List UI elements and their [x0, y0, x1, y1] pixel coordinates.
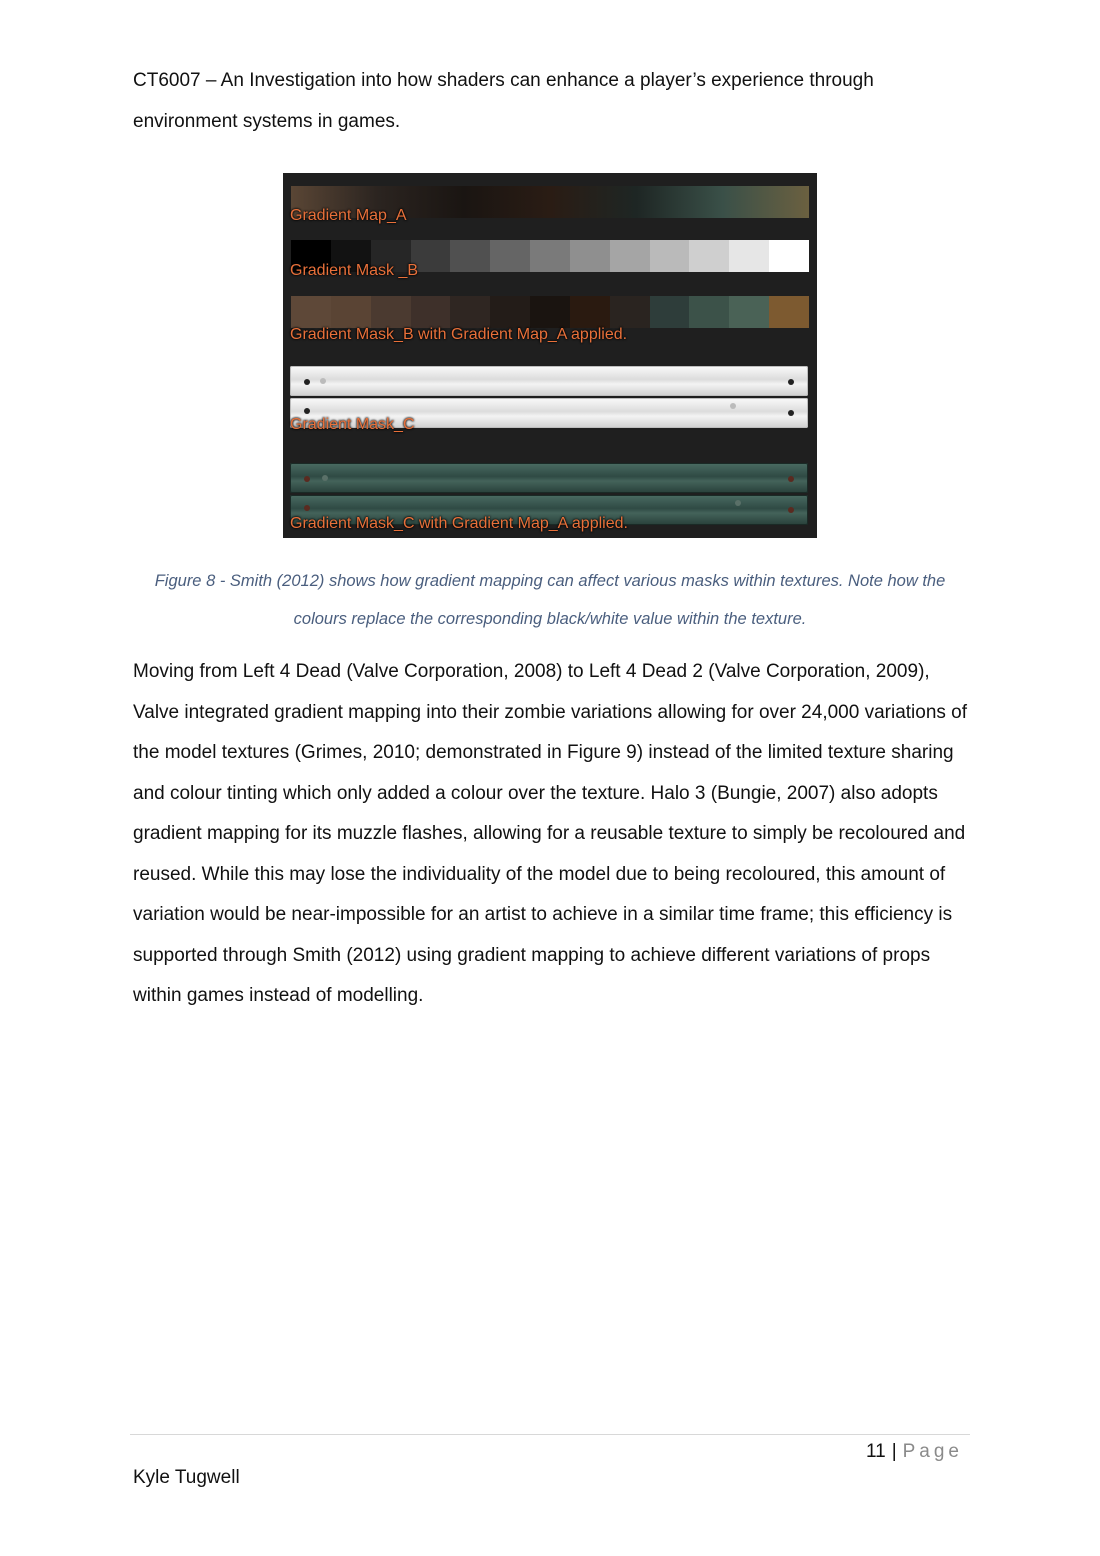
- footer-divider: [130, 1434, 970, 1435]
- gradient-step: [450, 296, 490, 328]
- nail-mark: [788, 507, 794, 513]
- gradient-step: [650, 296, 690, 328]
- gradient-step: [610, 240, 650, 272]
- nail-mark: [304, 379, 310, 385]
- nail-mark: [304, 476, 310, 482]
- gradient-step: [331, 296, 371, 328]
- gradient-mask-b-applied-strip: [291, 296, 809, 328]
- nail-mark: [304, 408, 310, 414]
- footer-author: Kyle Tugwell: [133, 1467, 240, 1488]
- nail-mark: [788, 476, 794, 482]
- page-number-value: 11: [865, 1441, 886, 1462]
- page-separator: |: [891, 1441, 897, 1462]
- gradient-step: [530, 296, 570, 328]
- nail-mark: [304, 505, 310, 511]
- running-header: CT6007 – An Investigation into how shaders can enhance a player’s experience through environment systems in games.: [133, 70, 874, 132]
- gradient-step: [689, 240, 729, 272]
- gradient-mask-c-plank-top: [290, 366, 808, 396]
- figure-caption: Figure 8 - Smith (2012) shows how gradient mapping can affect various masks within textures. Note how the colours replace the corresponding black/white value within the texture.: [154, 572, 946, 628]
- gradient-step: [450, 240, 490, 272]
- page-word: Page: [902, 1441, 963, 1462]
- body-paragraph: Moving from Left 4 Dead (Valve Corporation, 2008) to Left 4 Dead 2 (Valve Corporation, 2009), Valve integrated gradient mapping into their zombie variations allowing for over 24,000 variations of the model textures (Grimes, 2010; demonstrated in Figure 9) instead of the limited texture sharing and colour tinting which only added a colour over the texture. Halo 3 (Bungie, 2007) also adopts gradient mapping for its muzzle flashes, allowing for a reusable texture to simply be recoloured and reused. While this may lose the individuality of the model due to being recoloured, this amount of variation would be near-impossible for an artist to achieve in a similar time frame; this efficiency is supported through Smith (2012) using gradient mapping to achieve different variations of props within games instead of modelling.: [133, 661, 968, 1006]
- gradient-step: [490, 240, 530, 272]
- gradient-mask-c-applied-label: Gradient Mask_C with Gradient Map_A applied.: [290, 515, 628, 532]
- nail-mark: [735, 500, 741, 506]
- gradient-step: [570, 240, 610, 272]
- gradient-step: [729, 296, 769, 328]
- gradient-step: [610, 296, 650, 328]
- nail-mark: [788, 379, 794, 385]
- gradient-step: [371, 296, 411, 328]
- nail-mark: [788, 410, 794, 416]
- gradient-step: [689, 296, 729, 328]
- figure-gradient-mapping: [283, 173, 817, 538]
- gradient-step: [530, 240, 570, 272]
- gradient-step: [769, 240, 809, 272]
- gradient-step: [570, 296, 610, 328]
- gradient-step: [769, 296, 809, 328]
- nail-mark: [322, 475, 328, 481]
- gradient-step: [411, 296, 451, 328]
- gradient-step: [729, 240, 769, 272]
- gradient-mask-c-applied-plank-top: [290, 463, 808, 493]
- gradient-mask-b-label: Gradient Mask _B: [290, 262, 419, 279]
- nail-mark: [730, 403, 736, 409]
- gradient-step: [490, 296, 530, 328]
- gradient-map-a-label: Gradient Map_A: [290, 207, 407, 224]
- gradient-step: [650, 240, 690, 272]
- gradient-mask-c-label: Gradient Mask_C: [290, 416, 415, 433]
- page-number: [866, 1437, 963, 1467]
- gradient-step: [291, 296, 331, 328]
- gradient-mask-b-applied-label: Gradient Mask_B with Gradient Map_A applied.: [290, 326, 628, 343]
- nail-mark: [320, 378, 326, 384]
